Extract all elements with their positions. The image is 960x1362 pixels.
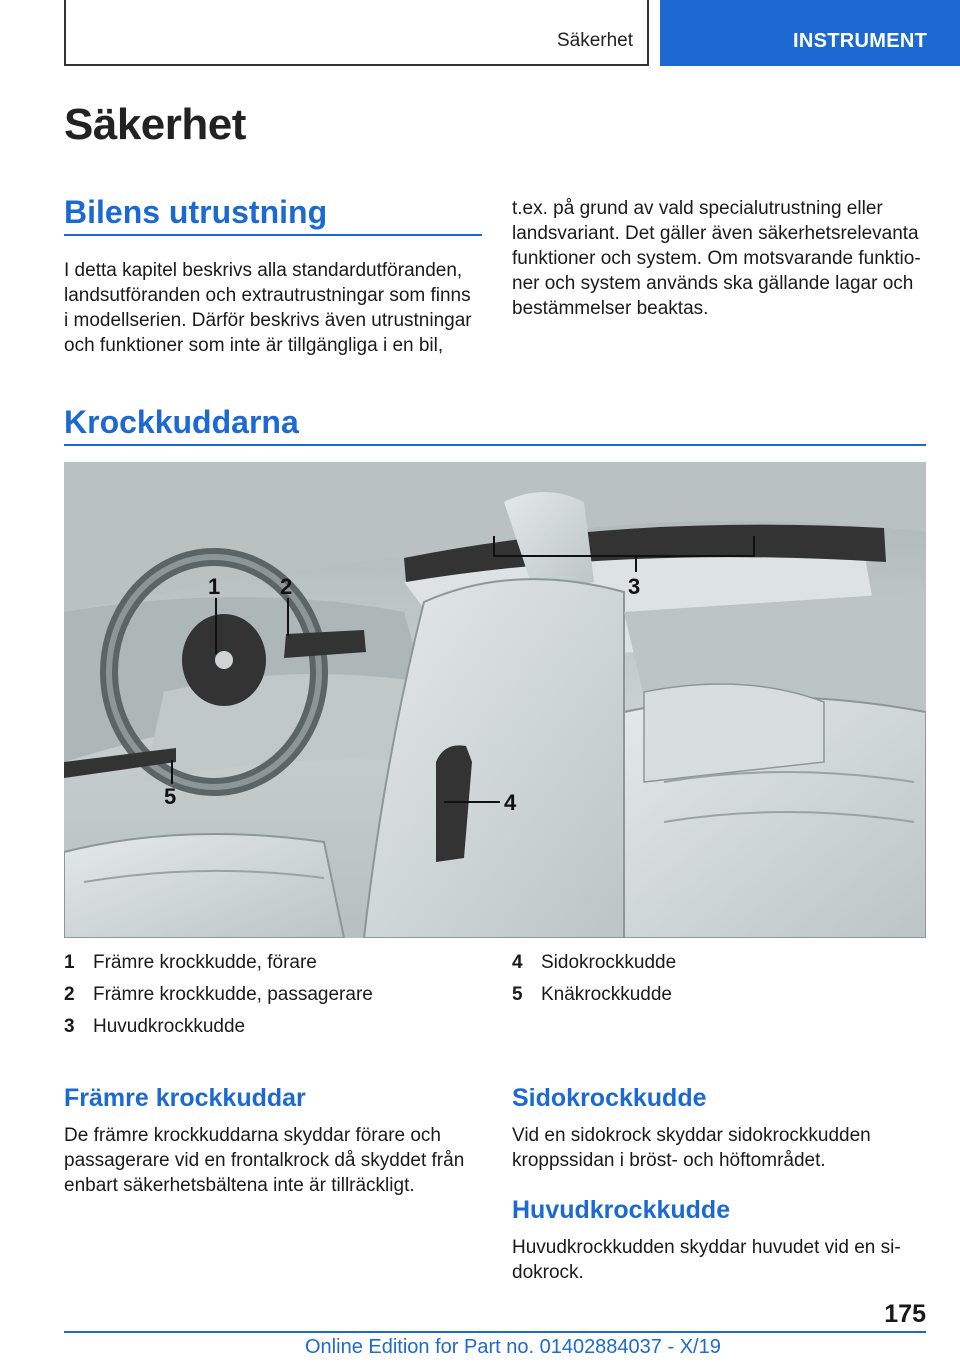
callout-1: 1 [208,574,221,599]
header-section-label: Säkerhet [556,30,633,51]
legend-text-2: Främre krockkudde, passagerare [93,984,373,1005]
header-tab-instrument[interactable] [660,0,960,66]
page-title: Säkerhet [64,100,246,149]
text-line: passagerare vid en frontalkrock då skyddet från [64,1150,465,1171]
front-text [64,1123,484,1198]
equipment-text-right [512,196,932,321]
legend-num-5: 5 [512,984,523,1005]
callout-4: 4 [504,790,517,815]
subsection-title-head: Huvudkrockkudde [512,1196,731,1224]
legend-num-3: 3 [64,1016,75,1037]
footer-rule [64,1331,926,1333]
equipment-text-left [64,258,484,358]
airbag-illustration [64,462,926,938]
legend-num-2: 2 [64,984,75,1005]
text-line: I detta kapitel beskrivs alla standardutföranden, [64,260,463,281]
text-line: dokrock. [512,1262,584,1283]
footer-edition-link[interactable]: Online Edition for Part no. 01402884037 - X/19 [305,1336,721,1358]
callout-5: 5 [164,784,177,809]
header-section-box [64,0,649,66]
legend-num-1: 1 [64,952,75,973]
section-rule-equipment [64,234,482,236]
side-text [512,1123,932,1173]
text-line: bestämmelser beaktas. [512,298,709,319]
header-tab-label: INSTRUMENT [793,30,928,52]
callout-2: 2 [280,574,293,599]
text-line: enbart säkerhetsbältena inte är tillräckligt. [64,1175,415,1196]
text-line: i modellserien. Därför beskrivs även utrustningar [64,310,472,331]
text-line: landsvariant. Det gäller även säkerhetsrelevanta [512,223,919,244]
text-line: och funktioner som inte är tillgängliga i en bil, [64,335,444,356]
legend-num-4: 4 [512,952,523,973]
text-line: kroppssidan i bröst- och höftområdet. [512,1150,826,1171]
text-line: funktioner och system. Om motsvarande funktio- [512,248,921,269]
subsection-title-front: Främre krockkuddar [64,1084,306,1112]
text-line: De främre krockkuddarna skyddar förare och [64,1125,441,1146]
legend-text-4: Sidokrockkudde [541,952,677,973]
legend-text-3: Huvudkrockkudde [93,1016,246,1037]
legend-text-1: Främre krockkudde, förare [93,952,317,973]
legend-text-5: Knäkrockkudde [541,984,672,1005]
section-rule-airbags [64,444,926,446]
text-line: Vid en sidokrock skyddar sidokrockkudden [512,1125,871,1146]
page-number: 175 [884,1300,926,1328]
text-line: ner och system används ska gällande lagar och [512,273,914,294]
callout-3: 3 [628,574,641,599]
section-title-airbags: Krockkuddarna [64,404,299,440]
section-title-equipment: Bilens utrustning [64,194,328,230]
head-text [512,1235,932,1285]
text-line: landsutföranden och extrautrustningar som finns [64,285,471,306]
text-line: t.ex. på grund av vald specialutrustning eller [512,198,883,219]
subsection-title-side: Sidokrockkudde [512,1084,707,1112]
text-line: Huvudkrockkudden skyddar huvudet vid en si- [512,1237,901,1258]
